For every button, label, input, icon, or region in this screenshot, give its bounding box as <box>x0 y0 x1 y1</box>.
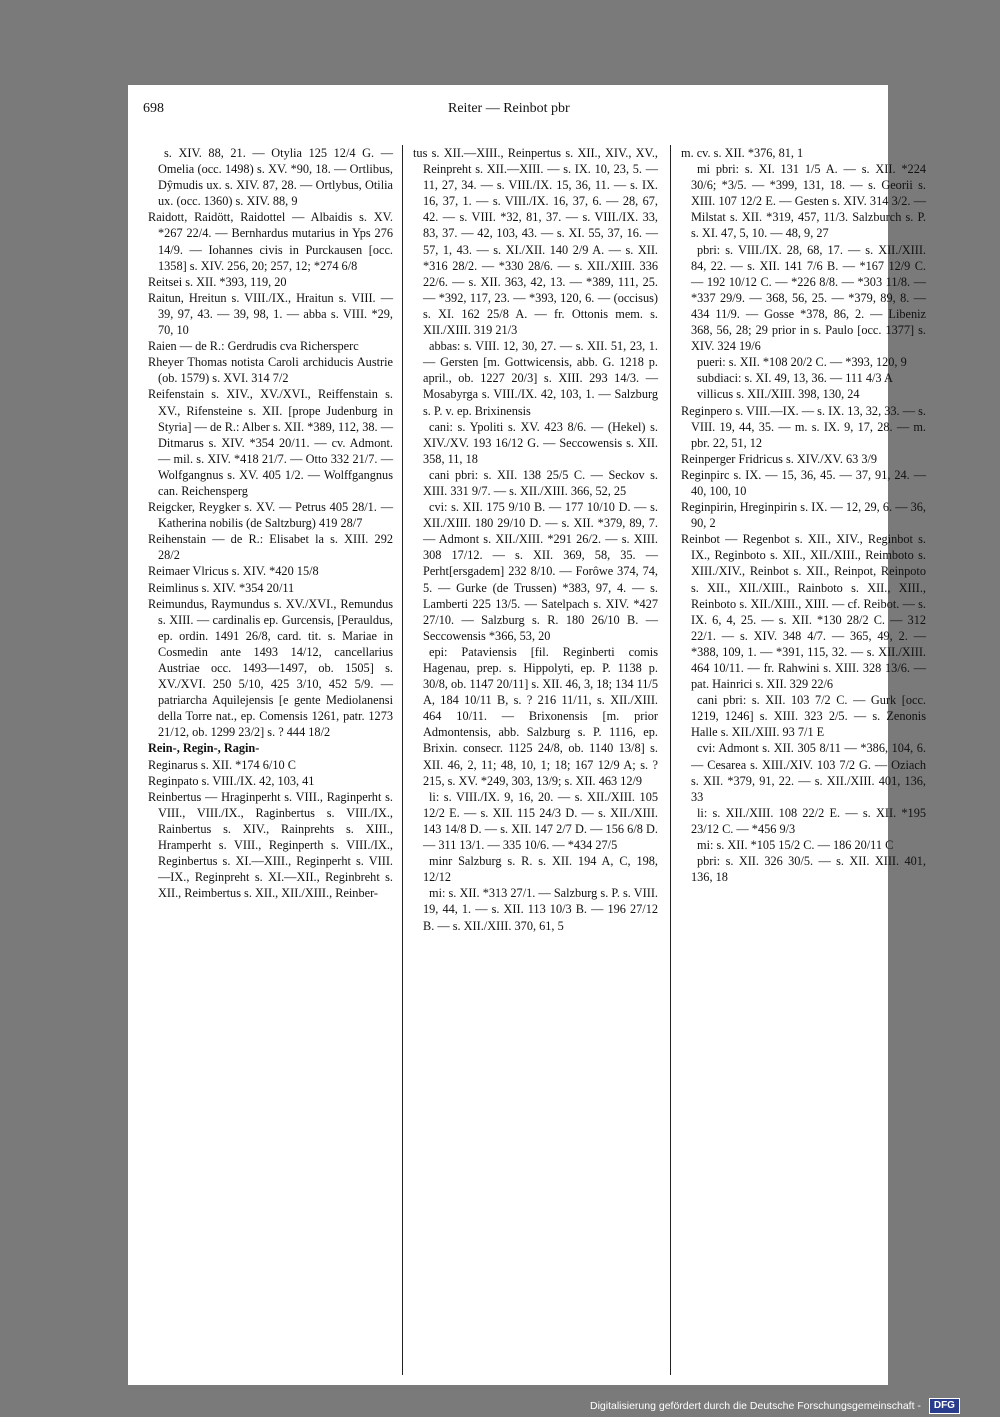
index-entry: minr Salzburg s. R. s. XII. 194 A, C, 198, 12/12 <box>423 854 658 885</box>
index-entry: m. cv. s. XII. *376, 81, 1 <box>681 146 804 160</box>
index-entry: li: s. VIII./IX. 9, 16, 20. — s. XII./XIII. 105 12/2 E. — s. XII. 115 24/3 D. — s. XII./XIII. 143 14/8 D. — s. XII. 147 2/7 D. — 156 6/8 D. — 311 13/1. — 335 10/6. — *434 27/5 <box>423 789 658 853</box>
column-left <box>148 145 393 901</box>
index-entry: pbri: s. VIII./IX. 28, 68, 17. — s. XII./XIII. 84, 22. — s. XII. 141 7/6 B. — *167 12/9 C. — 192 10/12 C. — *226 8/8. — *303 11/8. — *337 29/9. — 368, 56, 25. — *379, 89, 8. — 434 11/9. — Gosse *378, 86, 2. — Libeniz 368, 56, 28; 29 prior in s. Paulo [occ. 1377] s. XIV. 324 19/6 <box>691 242 926 354</box>
index-entry: Reinbertus — Hraginperht s. VIII., Raginperht s. VIII., VIII./IX., Raginbertus s. VIII./IX., Rainbertus s. XIV., Rainprehts s. XIII., Hramperht s. VIII., Reginperth s. VIII./IX., Reginbertus s. XI.—XIII., Reginperht s. VIII.—IX., Reginpreht s. XI.—XII., Reginbreht s. XII., Reimbertus s. XII., XII./XIII., Reinber- <box>148 789 393 901</box>
column-divider <box>402 145 403 1375</box>
index-entry: Reifenstain s. XIV., XV./XVI., Reiffenstain s. XV., Rifensteine s. XII. [prope Judenburg in Styria] — de R.: Alber s. XII. *389, 112, 38. — Ditmarus s. XIV. *354 20/11. — cv. Admont. — mil. s. XIV. *418 21/7. — Otto 332 21/7. — Wolfgangnus s. XV. 405 1/2. — Wolffgangnus can. Reichensperg <box>148 387 393 498</box>
index-entry: mi pbri: s. XI. 131 1/5 A. — s. XII. *224 30/6; *3/5. — *399, 131, 18. — s. Georii s. XIII. 107 12/2 E. — Gesten s. XIV. 314 3/2. — Milstat s. XII. *319, 457, 11/3. Salzburch s. P. s. XI. 47, 5, 10. — 48, 9, 27 <box>691 162 926 241</box>
page-number: 698 <box>143 101 164 116</box>
index-entry: cvi: s. XII. 175 9/10 B. — 177 10/10 D. — s. XII./XIII. 180 29/10 D. — s. XII. *379, 89, 7. — Admont s. XII./XIII. *291 26/2. — s. XIII. 308 17/12. — s. XII. 369, 58, 35. — Perht[ersgadem] 232 8/10. — Forôwe 374, 74, 5. — Gurke (de Trussen) *383, 97, 4. — s. Lamberti 225 13/5. — Satelpach s. XIV. *427 27/10. — Salzburg s. R. 180 26/10 B. — Seccowensis *366, 53, 20 <box>423 500 658 643</box>
index-entry: Reitsei s. XII. *393, 119, 20 <box>148 274 287 289</box>
index-entry: abbas: s. VIII. 12, 30, 27. — s. XII. 51, 23, 1. — Gersten [m. Gottwicensis, abb. G. 1218 p. april., ob. 1227 20/3] s. XIII. 293 14/3. — Mosabyrga s. VIII./IX. 42, 103, 1. — Salzburg s. P. v. ep. Brixinensis <box>423 339 658 418</box>
index-entry: pbri: s. XII. 326 30/5. — s. XII. XIII. 401, 136, 18 <box>691 854 926 885</box>
index-entry: Reimundus, Raymundus s. XV./XVI., Remundus s. XIII. — cardinalis ep. Gurcensis, [Perauldus, ep. ordin. 1491 26/8, card. tit. s. Mariae in Cosmedin ante 1493 14/12, cancellarius Austriae occ. 1493—1497, ob. 1505] s. XV./XVI. 250 5/10, 425 3/10, 452 5/9. — patriarcha Aquilejensis [e gente Mediolanensi della Torre nat., ep. Comensis 1261, patr. 1273 21/12, ob. 1299 23/2] s. ? 444 18/2 <box>148 596 393 740</box>
index-entry: cvi: Admont s. XII. 305 8/11 — *386, 104, 6. — Cesarea s. XIII./XIV. 103 7/2 G. — Oziach s. XII. *379, 91, 22. — s. XII./XIII. 401, 136, 33 <box>691 741 926 804</box>
index-entry: pueri: s. XII. *108 20/2 C. — *393, 120, 9 <box>697 355 907 370</box>
dfg-logo: DFG <box>929 1398 960 1414</box>
footer-text: Digitalisierung gefördert durch die Deutsche Forschungsgemeinschaft - <box>590 1400 921 1412</box>
index-entry: li: s. XII./XIII. 108 22/2 E. — s. XII. *195 23/12 C. — *456 9/3 <box>691 805 926 836</box>
index-entry: cani pbri: s. XII. 138 25/5 C. — Seckov s. XIII. 331 9/7. — s. XII./XIII. 366, 52, 25 <box>423 467 658 498</box>
index-entry: Rheyer Thomas notista Caroli archiducis Austrie (ob. 1579) s. XVI. 314 7/2 <box>148 355 393 386</box>
document-page <box>128 85 926 1385</box>
index-entry: cani: s. Ypoliti s. XV. 423 8/6. — (Hekel) s. XIV./XV. 193 16/12 G. — Seccowensis s. XII. 358, 11, 18 <box>423 419 658 466</box>
index-entry: Reinbot — Regenbot s. XII., XIV., Reginbot s. IX., Reginboto s. XII., XII./XIII., Reimboto s. XIII./XIV., Reinbot s. XII., Reinpot, Reinpoto s. XII., XII./XIII., Rainboto s. XII., XIII., Reinboto s. XII./XIII., XIII. — cf. Reibot. — s. IX. 6, 4, 25. — s. XII. *130 28/2 C. — 312 22/1. — s. XIV. 348 4/7. — 365, 49, 2. — *388, 109, 1. — *391, 115, 32. — s. XII./XIII. 464 10/11. — fr. Rahwini s. XIII. 328 13/6. — pat. Hainrici s. XII. 329 22/6 <box>681 532 926 692</box>
index-entry: Reinperger Fridricus s. XIV./XV. 63 3/9 <box>681 451 878 466</box>
index-entry: Reginpirin, Hreginpirin s. IX. — 12, 29, 6. — 36, 90, 2 <box>681 500 926 531</box>
index-entry: Rein-, Regin-, Ragin- <box>148 741 260 756</box>
column-right <box>681 145 926 885</box>
running-header: Reiter — Reinbot pbr <box>448 101 570 116</box>
index-entry: Reimaer Vlricus s. XIV. *420 15/8 <box>148 564 319 579</box>
index-entry: cani pbri: s. XII. 103 7/2 C. — Gurk [occ. 1219, 1246] s. XIII. 323 2/5. — s. Zenonis Halle s. XII./XIII. 93 7/1 E <box>691 693 926 740</box>
column-middle <box>413 145 658 934</box>
index-entry: subdiaci: s. XI. 49, 13, 36. — 111 4/3 A <box>697 371 893 386</box>
column-divider <box>670 145 671 1375</box>
index-entry: villicus s. XII./XIII. 398, 130, 24 <box>697 387 860 402</box>
index-entry: s. XIV. 88, 21. — Otylia 125 12/4 G. — Omelia (occ. 1498) s. XV. *90, 18. — Ortlibus, Dŷmudis ux. s. XIV. 87, 28. — Ortlybus, Otilia ux. (occ. 1360) s. XIV. 88, 9 <box>158 146 393 209</box>
index-entry: Reginpirc s. IX. — 15, 36, 45. — 37, 91, 24. — 40, 100, 10 <box>681 467 926 498</box>
funding-footer <box>590 1397 960 1415</box>
index-entry: Raien — de R.: Gerdrudis cva Richersperc <box>148 339 359 354</box>
index-entry: Reimlinus s. XIV. *354 20/11 <box>148 580 295 595</box>
index-entry: Reihenstain — de R.: Elisabet la s. XIII. 292 28/2 <box>148 532 393 563</box>
index-entry: Reginarus s. XII. *174 6/10 C <box>148 757 296 772</box>
index-entry: mi: s. XII. *313 27/1. — Salzburg s. P. s. VIII. 19, 44, 1. — s. XII. 113 10/3 B. — 196 27/12 B. — s. XII./XIII. 370, 61, 5 <box>423 886 658 933</box>
index-entry: tus s. XII.—XIII., Reinpertus s. XII., XIV., XV., Reinpreht s. XII.—XIII. — s. IX. 10, 23, 5. — 11, 27, 34. — s. VIII./IX. 15, 36, 11. — s. IX. 16, 37, 1. — s. VIII./IX. 16, 37, 6. — 28, 67, 42. — s. VIII. *32, 81, 37. — s. VIII./IX. 33, 83, 37. — 42, 103, 43. — s. XI. 55, 37, 16. — 57, 1, 43. — s. XI./XII. 140 2/9 A. — s. XII. *316 28/2. — *330 28/6. — s. XII./XIII. 336 22/6. — s. XII. 363, 42, 13. — *389, 111, 25. — *392, 117, 23. — *393, 120, 6. — (occisus) s. XI. 162 25/8 A. — fr. Ottonis mem. s. XII./XIII. 319 21/3 <box>413 146 658 338</box>
index-entry: Reginpero s. VIII.—IX. — s. IX. 13, 32, 33. — s. VIII. 19, 44, 35. — m. s. IX. 9, 17, 28. — m. pbr. 22, 51, 12 <box>681 403 926 450</box>
index-entry: Raitun, Hreitun s. VIII./IX., Hraitun s. VIII. — 39, 97, 43. — 39, 98, 1. — abba s. VIII. *29, 70, 10 <box>148 290 393 338</box>
index-entry: mi: s. XII. *105 15/2 C. — 186 20/11 C <box>697 838 894 853</box>
index-entry: Raidott, Raidött, Raidottel — Albaidis s. XV. *267 22/4. — Bernhardus mutarius in Yps 276 14/9. — Iohannes civis in Purckausen [occ. 1358] s. XIV. 256, 20; 257, 12; *274 6/8 <box>148 210 393 273</box>
index-entry: Reginpato s. VIII./IX. 42, 103, 41 <box>148 773 315 788</box>
index-entry: epi: Pataviensis [fil. Reginberti comis Hagenau, prep. s. Hippolyti, ep. P. 1138 p. 30/8, ob. 1147 20/11] s. XII. 46, 3, 18; 134 11/5 A, 184 10/11 B, s. ? 216 11/11, s. XII./XIII. 464 10/11. — Brixonensis [m. prior Admontensis, abb. Salzburg s. P. 1116, ep. Brixin. consecr. 1125 24/8, ob. 1140 13/8] s. XII. 46, 2, 11; 48, 10, 1; 18; 167 12/9 A; s. ? 215, s. XV. *249, 303, 13/9; s. XII. 463 12/9 <box>423 644 658 788</box>
index-entry: Reigcker, Reygker s. XV. — Petrus 405 28/1. — Katherina nobilis (de Saltzburg) 419 28/7 <box>148 500 393 531</box>
